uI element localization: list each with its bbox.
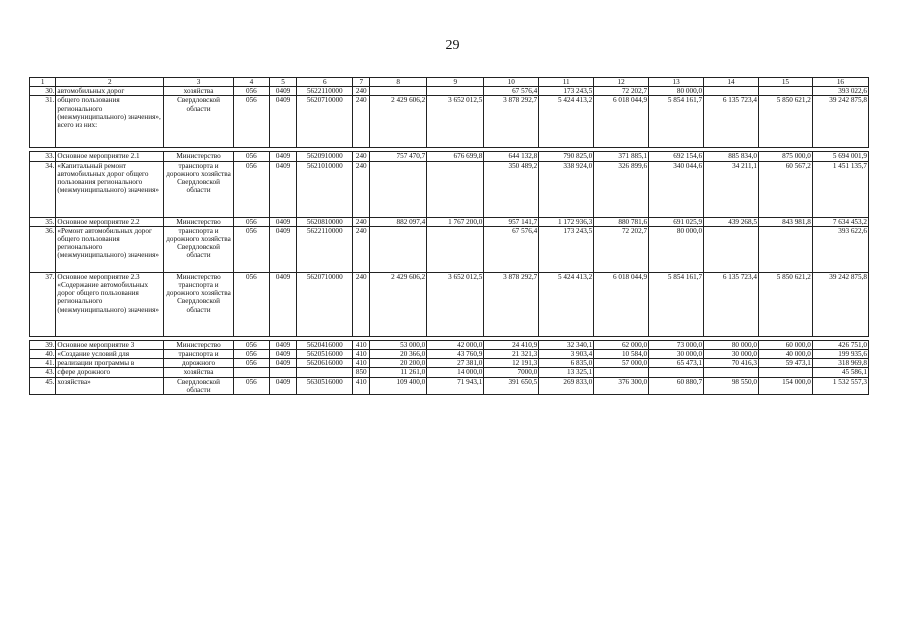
value-cell: 5620616000 [297, 359, 353, 368]
value-cell: 0409 [269, 217, 296, 226]
value-cell [233, 368, 269, 377]
measure-name-cell: хозяйства» [56, 377, 164, 394]
table-row [30, 359, 869, 368]
row-number-cell: 35. [30, 217, 56, 226]
value-cell: 957 141,7 [484, 217, 539, 226]
value-cell: 240 [353, 96, 370, 148]
value-cell: 0409 [269, 272, 296, 336]
measure-name-cell: Основное мероприятие 2.2 [56, 217, 164, 226]
column-header-15: 15 [758, 78, 812, 87]
value-cell: 3 878 292,7 [484, 272, 539, 336]
value-cell: 60 000,0 [758, 340, 812, 349]
value-cell: 70 416,3 [704, 359, 759, 368]
column-header-16: 16 [812, 78, 868, 87]
value-cell: 43 760,9 [427, 350, 484, 359]
value-cell: 056 [233, 87, 269, 96]
value-cell: 62 000,0 [594, 340, 649, 349]
value-cell: 0409 [269, 96, 296, 148]
value-cell: 30 000,0 [704, 350, 759, 359]
value-cell: 393 622,6 [812, 226, 868, 272]
row-number-cell: 30. [30, 87, 56, 96]
value-cell: 880 781,6 [594, 217, 649, 226]
value-cell: 45 586,1 [812, 368, 868, 377]
value-cell: 71 943,1 [427, 377, 484, 394]
value-cell: 12 191,3 [484, 359, 539, 368]
value-cell: 67 576,4 [484, 87, 539, 96]
organization-cell: Министерство [164, 340, 234, 349]
value-cell: 056 [233, 226, 269, 272]
value-cell: 72 202,7 [594, 226, 649, 272]
organization-cell: Свердловской области [164, 96, 234, 148]
value-cell: 173 243,5 [539, 226, 594, 272]
value-cell: 7 634 453,2 [812, 217, 868, 226]
value-cell: 42 000,0 [427, 340, 484, 349]
value-cell [704, 368, 759, 377]
measure-name-cell: «Ремонт автомобильных дорог общего пользования регионального (межмуниципального) значения» [56, 226, 164, 272]
value-cell: 371 885,1 [594, 152, 649, 161]
value-cell: 410 [353, 350, 370, 359]
value-cell: 5620710000 [297, 272, 353, 336]
value-cell: 5 424 413,2 [539, 96, 594, 148]
table-row [30, 377, 869, 394]
value-cell: 0409 [269, 350, 296, 359]
value-cell: 20 200,0 [370, 359, 427, 368]
value-cell: 056 [233, 217, 269, 226]
value-cell: 5 694 001,9 [812, 152, 868, 161]
value-cell: 5621010000 [297, 161, 353, 217]
value-cell: 2 429 606,2 [370, 96, 427, 148]
value-cell [758, 368, 812, 377]
row-number-cell: 40. [30, 350, 56, 359]
value-cell [594, 368, 649, 377]
table-row [30, 161, 869, 217]
value-cell: 24 410,9 [484, 340, 539, 349]
value-cell: 57 000,0 [594, 359, 649, 368]
table-row [30, 226, 869, 272]
value-cell: 72 202,7 [594, 87, 649, 96]
value-cell: 691 025,9 [649, 217, 704, 226]
value-cell: 80 000,0 [704, 340, 759, 349]
value-cell: 27 381,0 [427, 359, 484, 368]
column-header-14: 14 [704, 78, 759, 87]
value-cell: 6 135 723,4 [704, 96, 759, 148]
value-cell: 59 473,1 [758, 359, 812, 368]
column-header-1: 1 [30, 78, 56, 87]
table-row [30, 272, 869, 336]
value-cell: 240 [353, 272, 370, 336]
value-cell: 340 044,6 [649, 161, 704, 217]
value-cell [427, 87, 484, 96]
column-header-5: 5 [269, 78, 296, 87]
table-row [30, 350, 869, 359]
row-number-cell: 41. [30, 359, 56, 368]
row-number-cell: 36. [30, 226, 56, 272]
value-cell: 350 489,2 [484, 161, 539, 217]
page-number: 29 [445, 38, 460, 53]
organization-cell: Министерство [164, 217, 234, 226]
table-row [30, 96, 869, 148]
value-cell [427, 226, 484, 272]
value-cell: 056 [233, 350, 269, 359]
value-cell: 240 [353, 152, 370, 161]
value-cell: 3 903,4 [539, 350, 594, 359]
value-cell: 13 325,1 [539, 368, 594, 377]
row-number-cell: 39. [30, 340, 56, 349]
value-cell: 60 567,2 [758, 161, 812, 217]
measure-name-cell: реализации программы в [56, 359, 164, 368]
value-cell: 3 878 292,7 [484, 96, 539, 148]
value-cell: 30 000,0 [649, 350, 704, 359]
value-cell: 5 850 621,2 [758, 272, 812, 336]
value-cell: 80 000,0 [649, 87, 704, 96]
value-cell: 5 850 621,2 [758, 96, 812, 148]
row-number-cell: 43. [30, 368, 56, 377]
column-header-9: 9 [427, 78, 484, 87]
value-cell: 0409 [269, 377, 296, 394]
table-row [30, 340, 869, 349]
value-cell [269, 368, 296, 377]
value-cell: 410 [353, 340, 370, 349]
value-cell: 0409 [269, 340, 296, 349]
value-cell: 790 825,0 [539, 152, 594, 161]
value-cell: 056 [233, 340, 269, 349]
value-cell: 410 [353, 377, 370, 394]
value-cell: 676 699,8 [427, 152, 484, 161]
budget-table-container [29, 77, 869, 395]
budget-table [29, 77, 869, 395]
measure-name-cell: Основное мероприятие 3 [56, 340, 164, 349]
value-cell: 80 000,0 [649, 226, 704, 272]
column-header-3: 3 [164, 78, 234, 87]
value-cell: 98 550,0 [704, 377, 759, 394]
value-cell: 338 924,0 [539, 161, 594, 217]
organization-cell: Министерство [164, 152, 234, 161]
value-cell: 391 650,5 [484, 377, 539, 394]
column-header-4: 4 [233, 78, 269, 87]
value-cell: 885 834,0 [704, 152, 759, 161]
value-cell [758, 226, 812, 272]
value-cell: 056 [233, 161, 269, 217]
organization-cell: транспорта и дорожного хозяйства Свердловской области [164, 226, 234, 272]
value-cell: 376 300,0 [594, 377, 649, 394]
value-cell: 5620910000 [297, 152, 353, 161]
organization-cell: транспорта и [164, 350, 234, 359]
value-cell: 20 366,0 [370, 350, 427, 359]
value-cell: 0409 [269, 226, 296, 272]
value-cell: 109 400,0 [370, 377, 427, 394]
measure-name-cell: сфере дорожного [56, 368, 164, 377]
value-cell: 6 135 723,4 [704, 272, 759, 336]
column-header-2: 2 [56, 78, 164, 87]
value-cell: 056 [233, 377, 269, 394]
value-cell: 882 097,4 [370, 217, 427, 226]
value-cell: 3 652 012,5 [427, 96, 484, 148]
value-cell: 60 880,7 [649, 377, 704, 394]
column-header-12: 12 [594, 78, 649, 87]
value-cell: 5622110000 [297, 87, 353, 96]
value-cell: 1 451 135,7 [812, 161, 868, 217]
table-row [30, 152, 869, 161]
value-cell: 850 [353, 368, 370, 377]
value-cell: 240 [353, 226, 370, 272]
value-cell: 173 243,5 [539, 87, 594, 96]
measure-name-cell: Основное мероприятие 2.3 «Содержание автомобильных дорог общего пользования регионального (межмуниципального) значения» [56, 272, 164, 336]
value-cell: 199 935,6 [812, 350, 868, 359]
value-cell: 2 429 606,2 [370, 272, 427, 336]
header-row [30, 78, 869, 87]
value-cell: 5630516000 [297, 377, 353, 394]
row-number-cell: 45. [30, 377, 56, 394]
column-header-13: 13 [649, 78, 704, 87]
value-cell: 5 424 413,2 [539, 272, 594, 336]
value-cell: 0409 [269, 87, 296, 96]
value-cell: 1 532 557,3 [812, 377, 868, 394]
value-cell: 757 470,7 [370, 152, 427, 161]
value-cell: 318 969,8 [812, 359, 868, 368]
value-cell: 5 854 161,7 [649, 272, 704, 336]
value-cell: 240 [353, 161, 370, 217]
measure-name-cell: общего пользования регионального (межмуниципального) значения», всего из них: [56, 96, 164, 148]
value-cell [649, 368, 704, 377]
measure-name-cell: «Создание условий для [56, 350, 164, 359]
organization-cell: хозяйства [164, 87, 234, 96]
value-cell: 875 000,0 [758, 152, 812, 161]
organization-cell: Министерство транспорта и дорожного хозяйства Свердловской области [164, 272, 234, 336]
value-cell: 154 000,0 [758, 377, 812, 394]
value-cell: 39 242 875,8 [812, 272, 868, 336]
value-cell: 056 [233, 272, 269, 336]
value-cell: 65 473,1 [649, 359, 704, 368]
value-cell: 7000,0 [484, 368, 539, 377]
column-header-6: 6 [297, 78, 353, 87]
value-cell: 1 767 200,0 [427, 217, 484, 226]
value-cell: 269 833,0 [539, 377, 594, 394]
value-cell: 0409 [269, 161, 296, 217]
measure-name-cell: автомобильных дорог [56, 87, 164, 96]
value-cell: 410 [353, 359, 370, 368]
measure-name-cell: Основное мероприятие 2.1 [56, 152, 164, 161]
value-cell: 393 022,6 [812, 87, 868, 96]
row-number-cell: 31. [30, 96, 56, 148]
value-cell: 056 [233, 359, 269, 368]
value-cell: 240 [353, 217, 370, 226]
value-cell: 1 172 936,3 [539, 217, 594, 226]
value-cell: 644 132,8 [484, 152, 539, 161]
table-row [30, 368, 869, 377]
value-cell: 11 261,0 [370, 368, 427, 377]
value-cell: 32 340,1 [539, 340, 594, 349]
table-row [30, 217, 869, 226]
value-cell: 056 [233, 152, 269, 161]
value-cell: 6 835,0 [539, 359, 594, 368]
value-cell [758, 87, 812, 96]
row-number-cell: 37. [30, 272, 56, 336]
value-cell: 056 [233, 96, 269, 148]
column-header-8: 8 [370, 78, 427, 87]
column-header-11: 11 [539, 78, 594, 87]
organization-cell: Свердловской области [164, 377, 234, 394]
value-cell: 426 751,0 [812, 340, 868, 349]
value-cell: 10 584,0 [594, 350, 649, 359]
column-header-7: 7 [353, 78, 370, 87]
value-cell: 40 000,0 [758, 350, 812, 359]
value-cell: 67 576,4 [484, 226, 539, 272]
organization-cell: дорожного [164, 359, 234, 368]
value-cell [370, 87, 427, 96]
value-cell: 6 018 044,9 [594, 272, 649, 336]
value-cell [370, 161, 427, 217]
value-cell: 53 000,0 [370, 340, 427, 349]
value-cell [427, 161, 484, 217]
organization-cell: транспорта и дорожного хозяйства Свердловской области [164, 161, 234, 217]
value-cell [704, 226, 759, 272]
value-cell: 21 321,3 [484, 350, 539, 359]
value-cell [297, 368, 353, 377]
value-cell: 5620416000 [297, 340, 353, 349]
value-cell: 5622110000 [297, 226, 353, 272]
row-number-cell: 33. [30, 152, 56, 161]
value-cell: 3 652 012,5 [427, 272, 484, 336]
value-cell: 240 [353, 87, 370, 96]
value-cell: 14 000,0 [427, 368, 484, 377]
value-cell: 73 000,0 [649, 340, 704, 349]
value-cell: 439 268,5 [704, 217, 759, 226]
value-cell: 326 899,6 [594, 161, 649, 217]
row-number-cell: 34. [30, 161, 56, 217]
table-row [30, 87, 869, 96]
value-cell [370, 226, 427, 272]
value-cell: 0409 [269, 359, 296, 368]
value-cell: 5 854 161,7 [649, 96, 704, 148]
value-cell: 0409 [269, 152, 296, 161]
value-cell: 39 242 875,8 [812, 96, 868, 148]
value-cell: 5620516000 [297, 350, 353, 359]
column-header-10: 10 [484, 78, 539, 87]
value-cell: 6 018 044,9 [594, 96, 649, 148]
value-cell: 34 211,1 [704, 161, 759, 217]
value-cell: 5620810000 [297, 217, 353, 226]
value-cell: 843 981,8 [758, 217, 812, 226]
measure-name-cell: «Капитальный ремонт автомобильных дорог общего пользования регионального (межмуниципального) значения» [56, 161, 164, 217]
value-cell: 5620710000 [297, 96, 353, 148]
organization-cell: хозяйства [164, 368, 234, 377]
value-cell: 692 154,6 [649, 152, 704, 161]
table-body [30, 87, 869, 395]
value-cell [704, 87, 759, 96]
